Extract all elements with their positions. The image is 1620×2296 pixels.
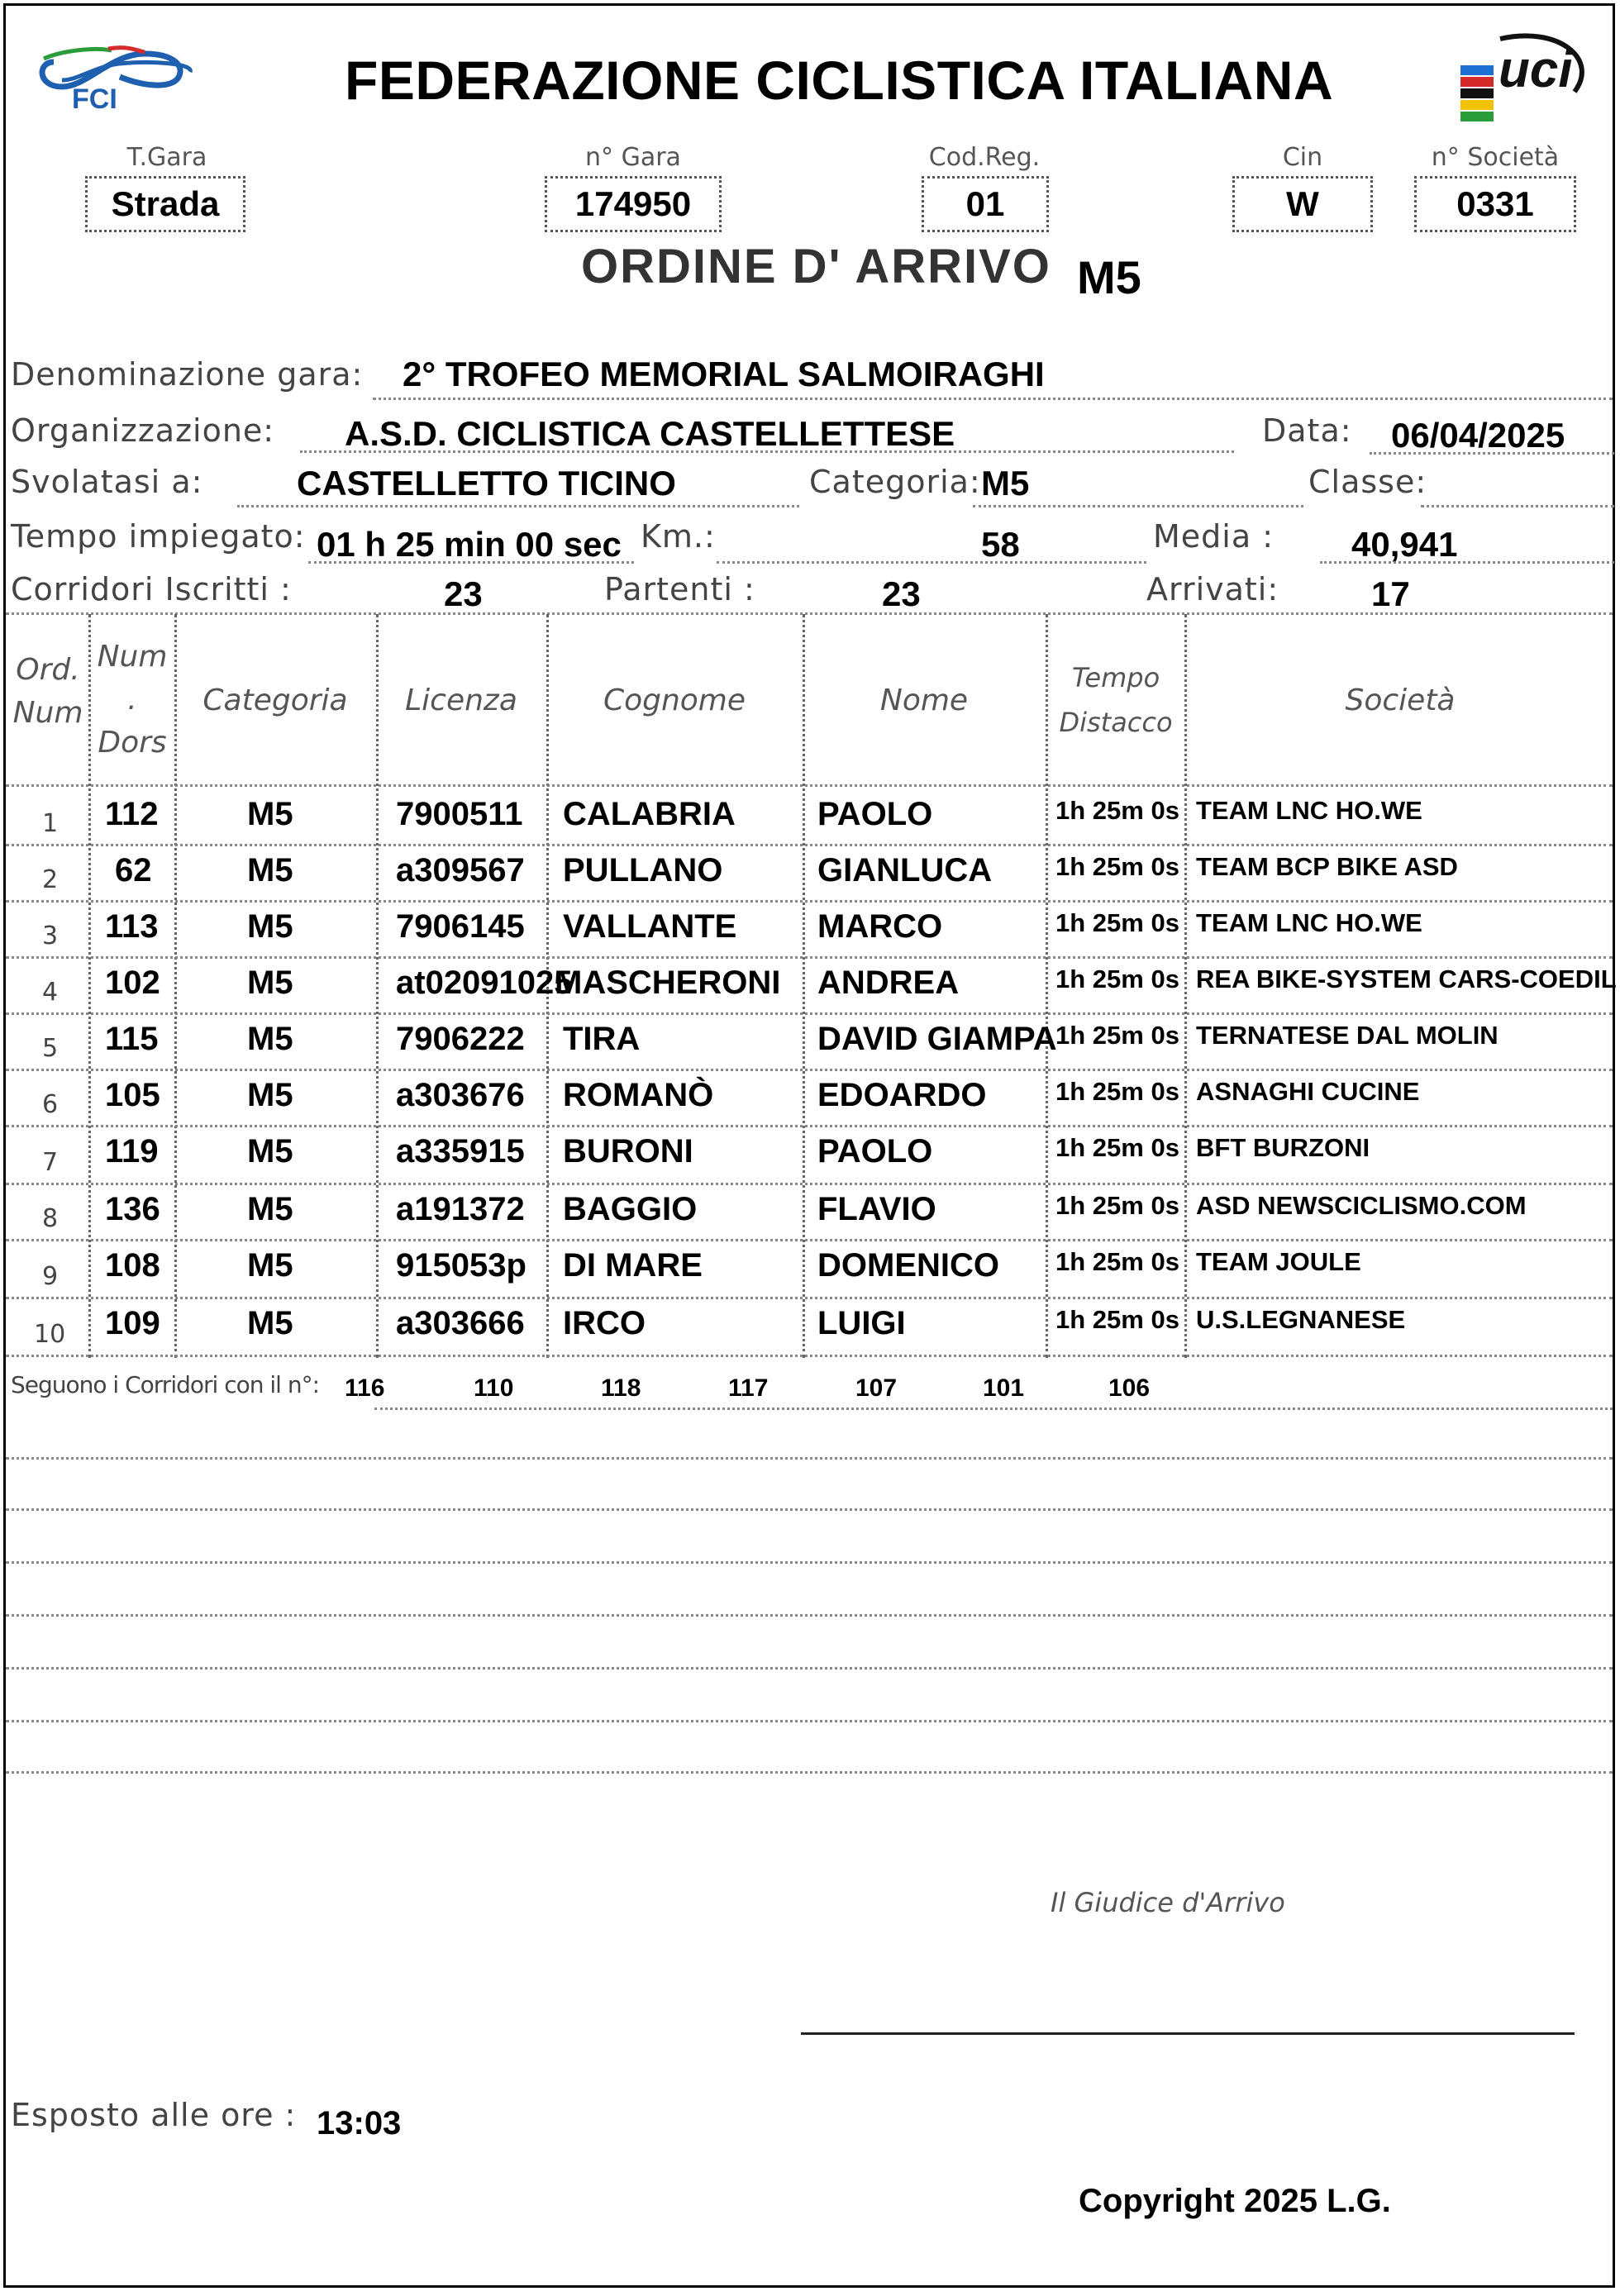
svolatasi-label: Svolatasi a: <box>11 464 203 500</box>
n-societa-value: 0331 <box>1414 176 1576 232</box>
tempo-label: Tempo impiegato: <box>11 518 306 555</box>
row-nome: EDOARDO <box>817 1077 987 1113</box>
iscritti-label: Corridori Iscritti : <box>11 571 292 607</box>
n-gara-value: 174950 <box>545 176 722 232</box>
row-cognome: CALABRIA <box>563 796 736 832</box>
denominazione-label: Denominazione gara: <box>11 356 364 393</box>
row-cat: M5 <box>247 852 293 888</box>
row-tempo: 1h 25m 0s <box>1055 1077 1179 1106</box>
row-tempo: 1h 25m 0s <box>1055 1021 1179 1050</box>
row-licenza: a303666 <box>396 1305 525 1341</box>
arrivati-value: 17 <box>1371 574 1410 613</box>
row-tempo: 1h 25m 0s <box>1055 965 1179 993</box>
row-dors: 119 <box>105 1133 159 1169</box>
seguono-label: Seguono i Corridori con il n°: <box>11 1371 320 1398</box>
row-dors: 62 <box>115 852 152 888</box>
row-cognome: ROMANÒ <box>563 1077 714 1113</box>
row-cat: M5 <box>247 908 293 945</box>
classe-label: Classe: <box>1308 464 1427 500</box>
row-societa: TERNATESE DAL MOLIN <box>1196 1021 1498 1050</box>
header-nome: Nome <box>879 683 969 717</box>
cod-reg-value: 01 <box>922 176 1049 232</box>
media-value: 40,941 <box>1351 525 1458 564</box>
row-cat: M5 <box>247 965 293 1001</box>
row-dors: 102 <box>105 965 160 1001</box>
n-gara-label: n° Gara <box>585 143 681 172</box>
row-nome: LUIGI <box>817 1305 906 1341</box>
km-label: Km.: <box>641 518 716 555</box>
signature-line <box>801 2032 1575 2035</box>
row-nome: GIANLUCA <box>817 852 993 888</box>
row-cognome: VALLANTE <box>563 908 737 945</box>
row-cat: M5 <box>247 1021 293 1057</box>
row-licenza: a309567 <box>396 852 525 888</box>
results-sheet <box>3 3 1615 2288</box>
row-dors: 113 <box>105 908 159 945</box>
uci-logo-text: uci <box>1498 41 1573 98</box>
row-cat: M5 <box>247 1191 293 1227</box>
row-cat: M5 <box>247 796 293 832</box>
federation-title: FEDERAZIONE CICLISTICA ITALIANA <box>345 50 1334 111</box>
fci-logo-text: FCI <box>72 83 117 115</box>
row-ord: 4 <box>42 978 59 1007</box>
header-dors: Num . Dors <box>97 640 168 760</box>
row-societa: ASNAGHI CUCINE <box>1196 1077 1420 1106</box>
row-cat: M5 <box>247 1247 293 1284</box>
row-nome: DOMENICO <box>817 1247 999 1284</box>
row-dors: 112 <box>105 796 159 832</box>
row-licenza: a191372 <box>396 1191 525 1227</box>
row-tempo: 1h 25m 0s <box>1055 1133 1179 1162</box>
row-nome: DAVID GIAMPA <box>817 1021 1057 1057</box>
row-ord: 6 <box>42 1090 59 1119</box>
giudice-label: Il Giudice d'Arrivo <box>1051 1887 1285 1918</box>
row-dors: 108 <box>105 1247 160 1284</box>
row-licenza: 7906222 <box>396 1021 525 1057</box>
n-societa-label: n° Società <box>1431 143 1560 172</box>
row-licenza: 915053p <box>396 1247 526 1284</box>
row-cognome: DI MARE <box>563 1247 703 1284</box>
svolatasi-value: CASTELLETTO TICINO <box>297 464 676 503</box>
cin-label: Cin <box>1282 143 1323 172</box>
row-licenza: at02091025 <box>396 965 573 1001</box>
row-societa: U.S.LEGNANESE <box>1196 1305 1406 1334</box>
row-tempo: 1h 25m 0s <box>1055 908 1179 937</box>
row-societa: TEAM LNC HO.WE <box>1196 796 1422 825</box>
seguono-number: 106 <box>1108 1374 1151 1402</box>
tempo-value: 01 h 25 min 00 sec <box>317 525 622 564</box>
row-cognome: IRCO <box>563 1305 646 1341</box>
uci-logo <box>1451 26 1599 125</box>
row-nome: PAOLO <box>817 796 933 832</box>
row-tempo: 1h 25m 0s <box>1055 1191 1179 1220</box>
arrivati-label: Arrivati: <box>1146 571 1279 607</box>
seguono-number: 116 <box>345 1374 385 1402</box>
row-ord: 5 <box>42 1034 59 1063</box>
iscritti-value: 23 <box>444 574 483 613</box>
copyright: Copyright 2025 L.G. <box>1079 2183 1391 2219</box>
row-societa: TEAM JOULE <box>1196 1247 1361 1276</box>
row-cognome: BAGGIO <box>563 1191 698 1227</box>
categoria-label: Categoria: <box>809 464 981 500</box>
row-ord: 8 <box>42 1204 59 1233</box>
partenti-label: Partenti : <box>604 571 755 607</box>
row-cognome: MASCHERONI <box>555 965 781 1001</box>
data-value: 06/04/2025 <box>1391 416 1565 455</box>
media-label: Media : <box>1153 518 1275 555</box>
ordine-arrivo-title: ORDINE D' ARRIVO <box>581 240 1051 293</box>
row-tempo: 1h 25m 0s <box>1055 1247 1179 1276</box>
categoria-value: M5 <box>981 464 1030 503</box>
row-nome: MARCO <box>817 908 943 945</box>
row-licenza: a335915 <box>396 1133 525 1169</box>
row-dors: 109 <box>105 1305 160 1341</box>
t-gara-label: T.Gara <box>126 143 207 172</box>
seguono-number: 110 <box>474 1374 514 1402</box>
row-societa: TEAM BCP BIKE ASD <box>1196 852 1458 881</box>
row-nome: PAOLO <box>817 1133 933 1169</box>
row-tempo: 1h 25m 0s <box>1055 796 1179 825</box>
row-societa: REA BIKE-SYSTEM CARS-COEDIL <box>1196 965 1617 993</box>
row-tempo: 1h 25m 0s <box>1055 852 1179 881</box>
row-cognome: TIRA <box>563 1021 641 1057</box>
row-societa: BFT BURZONI <box>1196 1133 1370 1162</box>
row-cognome: BURONI <box>563 1133 693 1169</box>
row-cat: M5 <box>247 1077 293 1113</box>
row-societa: TEAM LNC HO.WE <box>1196 908 1422 937</box>
t-gara-value: Strada <box>85 176 245 232</box>
cod-reg-label: Cod.Reg. <box>928 143 1041 172</box>
data-label: Data: <box>1262 412 1352 449</box>
row-licenza: 7906145 <box>396 908 525 945</box>
row-dors: 105 <box>105 1077 160 1113</box>
row-licenza: 7900511 <box>396 796 523 832</box>
row-licenza: a303676 <box>396 1077 525 1113</box>
row-ord: 7 <box>42 1148 59 1177</box>
row-societa: ASD NEWSCICLISMO.COM <box>1196 1191 1527 1220</box>
fci-logo <box>29 29 211 120</box>
fci-logo-icon <box>29 29 211 120</box>
esposto-value: 13:03 <box>317 2105 402 2141</box>
row-nome: ANDREA <box>817 965 960 1001</box>
row-dors: 115 <box>105 1021 159 1057</box>
header-tempo: Tempo Distacco <box>1059 662 1173 738</box>
organizzazione-label: Organizzazione: <box>11 412 275 449</box>
header-licenza: Licenza <box>405 683 517 717</box>
esposto-label: Esposto alle ore : <box>11 2097 297 2133</box>
header-cognome: Cognome <box>603 683 746 717</box>
row-ord: 3 <box>42 922 59 950</box>
denominazione-value: 2° TROFEO MEMORIAL SALMOIRAGHI <box>403 355 1045 393</box>
row-ord: 2 <box>42 865 59 894</box>
seguono-number: 107 <box>855 1374 898 1402</box>
row-cat: M5 <box>247 1305 293 1341</box>
row-cat: M5 <box>247 1133 293 1169</box>
row-dors: 136 <box>105 1191 160 1227</box>
row-cognome: PULLANO <box>563 852 723 888</box>
cin-value: W <box>1232 176 1373 232</box>
category-badge: M5 <box>1077 251 1141 303</box>
row-ord: 1 <box>42 809 59 838</box>
seguono-number: 101 <box>983 1374 1025 1402</box>
km-value: 58 <box>981 525 1020 564</box>
seguono-number: 117 <box>728 1374 769 1402</box>
header-ord: Ord. Num <box>12 653 83 730</box>
header-categoria: Categoria <box>202 683 348 717</box>
organizzazione-value: A.S.D. CICLISTICA CASTELLETTESE <box>345 414 955 453</box>
partenti-value: 23 <box>882 574 921 613</box>
row-tempo: 1h 25m 0s <box>1055 1305 1179 1334</box>
header-societa: Società <box>1345 683 1456 717</box>
row-ord: 9 <box>42 1262 59 1291</box>
row-ord: 10 <box>34 1320 66 1349</box>
seguono-number: 118 <box>601 1374 641 1402</box>
row-nome: FLAVIO <box>817 1191 936 1227</box>
